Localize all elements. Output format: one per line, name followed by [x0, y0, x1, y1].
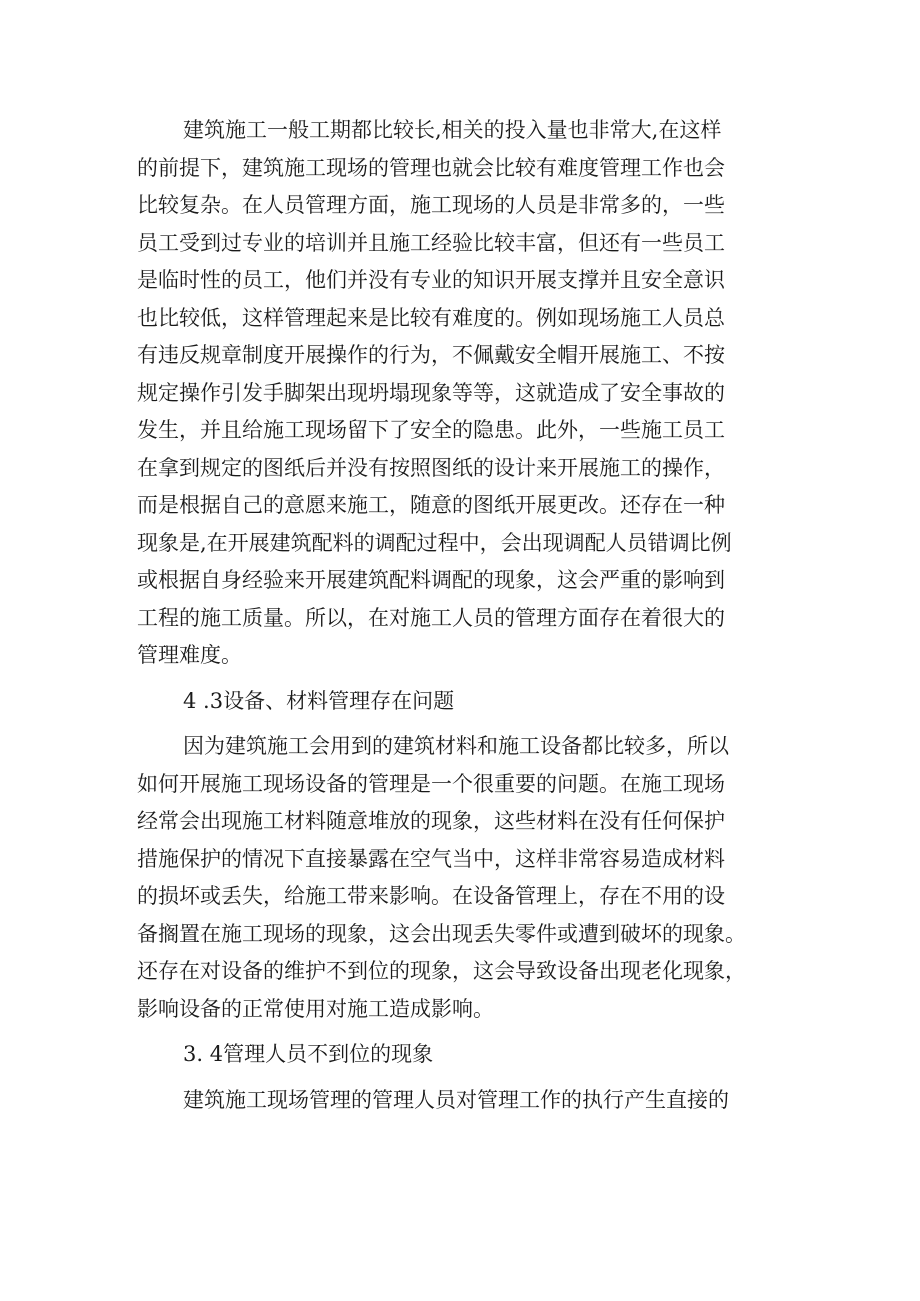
- section-heading-3-4: 3. 4管理人员不到位的现象: [183, 1042, 434, 1066]
- paragraph-line: 措施保护的情况下直接暴露在空气当中，这样非常容易造成材料: [137, 846, 725, 871]
- spacer: [137, 720, 797, 728]
- paragraph-line: 规定操作引发手脚架出现坍塌现象等等，这就造成了安全事故的: [137, 380, 725, 405]
- paragraph-line: 经常会出现施工材料随意堆放的现象，这些材料在没有任何保护: [137, 809, 725, 833]
- paragraph-line: 备搁置在施工现场的现象，这会出现丢失零件或遭到破坏的现象。: [137, 921, 746, 946]
- paragraph-line: 在拿到规定的图纸后并没有按照图纸的设计来开展施工的操作，: [137, 455, 725, 480]
- paragraph-line: 现象是,在开展建筑配料的调配过程中，会出现调配人员错调比例: [137, 530, 732, 555]
- paragraph-line: 管理难度。: [137, 643, 242, 667]
- spacer: [137, 675, 797, 683]
- paragraph-3: [137, 1082, 797, 1120]
- paragraph-line: 有违反规章制度开展操作的行为，不佩戴安全帽开展施工、不按: [137, 343, 725, 367]
- paragraph-1: [137, 112, 797, 675]
- paragraph-line: 也比较低，这样管理起来是比较有难度的。例如现场施工人员总: [137, 305, 725, 330]
- spacer: [137, 1074, 797, 1082]
- document-body: [137, 112, 797, 1119]
- spacer: [137, 1028, 797, 1036]
- paragraph-line: 或根据自身经验来开展建筑配料调配的现象，这会严重的影响到: [137, 568, 725, 592]
- paragraph-line: 建筑施工现场管理的管理人员对管理工作的执行产生直接的: [183, 1087, 729, 1112]
- paragraph-line: 如何开展施工现场设备的管理是一个很重要的问题。在施工现场: [137, 771, 725, 796]
- paragraph-line: 而是根据自己的意愿来施工，随意的图纸开展更改。还存在一种: [137, 493, 725, 517]
- paragraph-2: [137, 728, 797, 1028]
- paragraph-line: 还存在对设备的维护不到位的现象，这会导致设备出现老化现象，: [137, 959, 746, 983]
- paragraph-line: 员工受到过专业的培训并且施工经验比较丰富，但还有一些员工: [137, 230, 725, 255]
- paragraph-line: 是临时性的员工，他们并没有专业的知识开展支撑并且安全意识: [137, 268, 725, 292]
- paragraph-line: 影响设备的正常使用对施工造成影响。: [137, 996, 494, 1021]
- paragraph-line: 的损坏或丢失，给施工带来影响。在设备管理上，存在不用的设: [137, 884, 725, 908]
- paragraph-line: 的前提下，建筑施工现场的管理也就会比较有难度管理工作也会: [137, 155, 725, 180]
- paragraph-line: 建筑施工一般工期都比较长,相关的投入量也非常大,在这样: [183, 118, 722, 142]
- paragraph-line: 工程的施工质量。所以，在对施工人员的管理方面存在着很大的: [137, 605, 725, 630]
- paragraph-line: 因为建筑施工会用到的建筑材料和施工设备都比较多，所以: [183, 734, 729, 758]
- paragraph-line: 发生，并且给施工现场留下了安全的隐患。此外，一些施工员工: [137, 418, 725, 442]
- paragraph-line: 比较复杂。在人员管理方面，施工现场的人员是非常多的，一些: [137, 193, 725, 217]
- section-heading-4-3: 4 .3设备、材料管理存在问题: [183, 688, 455, 713]
